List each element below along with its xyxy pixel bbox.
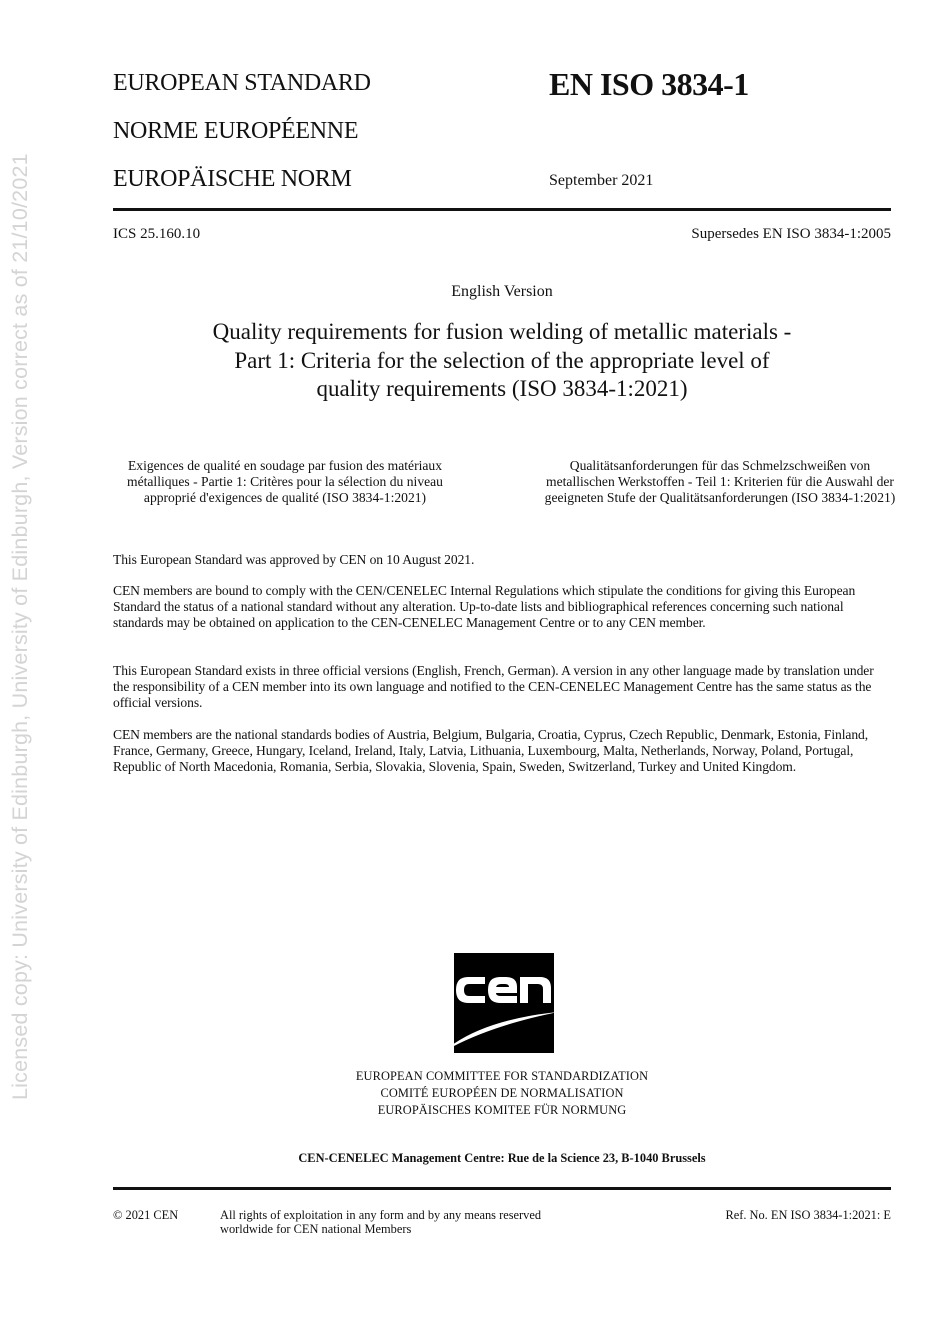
rights-line-2: worldwide for CEN national Members: [220, 1222, 412, 1236]
version-label: English Version: [451, 283, 553, 300]
reference-number: Ref. No. EN ISO 3834-1:2021: E: [725, 1208, 891, 1222]
cen-logo-icon: [454, 953, 554, 1053]
copyright-notice: © 2021 CEN: [113, 1208, 179, 1222]
org-name-french: COMITÉ EUROPÉEN DE NORMALISATION: [380, 1086, 624, 1100]
footer-divider: [113, 1187, 891, 1190]
org-name-german: EUROPÄISCHES KOMITEE FÜR NORMUNG: [377, 1103, 627, 1117]
versions-paragraph: [113, 663, 891, 711]
label-european-standard: EUROPEAN STANDARD: [113, 70, 371, 96]
members-paragraph: [113, 727, 891, 775]
management-centre-address: CEN-CENELEC Management Centre: Rue de la Science 23, B-1040 Brussels: [298, 1151, 706, 1165]
supersedes-note: Supersedes EN ISO 3834-1:2005: [691, 226, 891, 242]
approval-paragraph: [113, 552, 891, 568]
document-title-german: Qualitätsanforderungen für das Schmelzschweißen von metallischen Werkstoffen - Teil 1: Kriterien für die Auswahl der geeigneten Stufe der Qualitätsanforderungen (ISO 3834-1:2021): [544, 458, 896, 505]
label-norme-europeenne: NORME EUROPÉENNE: [113, 118, 359, 144]
organization-names: [0, 1068, 950, 1119]
regulations-paragraph: [113, 583, 891, 631]
publication-date: September 2021: [549, 172, 654, 189]
paragraph-regulations: CEN members are bound to comply with the CEN/CENELEC Internal Regulations which stipulate the conditions for giving this European Standard the status of a national standard without any alteration. Up-to-date lists and bibliographical references concerning such national standards may be obtained on application to the CEN-CENELEC Management Centre or to any CEN member.: [113, 583, 856, 630]
paragraph-approval: This European Standard was approved by CEN on 10 August 2021.: [113, 552, 475, 567]
org-name-english: EUROPEAN COMMITTEE FOR STANDARDIZATION: [355, 1069, 649, 1083]
label-europaische-norm: EUROPÄISCHE NORM: [113, 166, 352, 192]
document-number: EN ISO 3834-1: [549, 66, 749, 102]
rights-notice: [220, 1208, 600, 1236]
rights-line-1: All rights of exploitation in any form and by any means reserved: [220, 1208, 542, 1222]
ics-code: ICS 25.160.10: [113, 226, 201, 242]
document-title-french: Exigences de qualité en soudage par fusion des matériaux métalliques - Partie 1: Critères pour la sélection du niveau approprié d'exigences de qualité (ISO 3834-1:2021): [127, 458, 443, 505]
paragraph-versions: This European Standard exists in three official versions (English, French, German). A version in any other language made by translation under the responsibility of a CEN member into its own language and notified to the CEN-CENELEC Management Centre has the same status as the official versions.: [113, 663, 874, 710]
paragraph-members: CEN members are the national standards bodies of Austria, Belgium, Bulgaria, Croatia, Cyprus, Czech Republic, Denmark, Estonia, Finland, France, Germany, Greece, Hungary, Iceland, Ireland, Italy, Latvia, Lithuania, Luxembourg, Malta, Netherlands, Norway, Poland, Portugal, Republic of North Macedonia, Romania, Serbia, Slovakia, Slovenia, Spain, Sweden, Switzerland, Turkey and United Kingdom.: [113, 727, 869, 774]
license-watermark: Licensed copy: University of Edinburgh, University of Edinburgh, Version correct as of 21/10/2021: [8, 153, 32, 1100]
header-divider: [113, 208, 891, 211]
document-title-english: Quality requirements for fusion welding of metallic materials - Part 1: Criteria for the selection of the appropriate level of quality requirements (ISO 3834-1:2021): [212, 319, 792, 401]
